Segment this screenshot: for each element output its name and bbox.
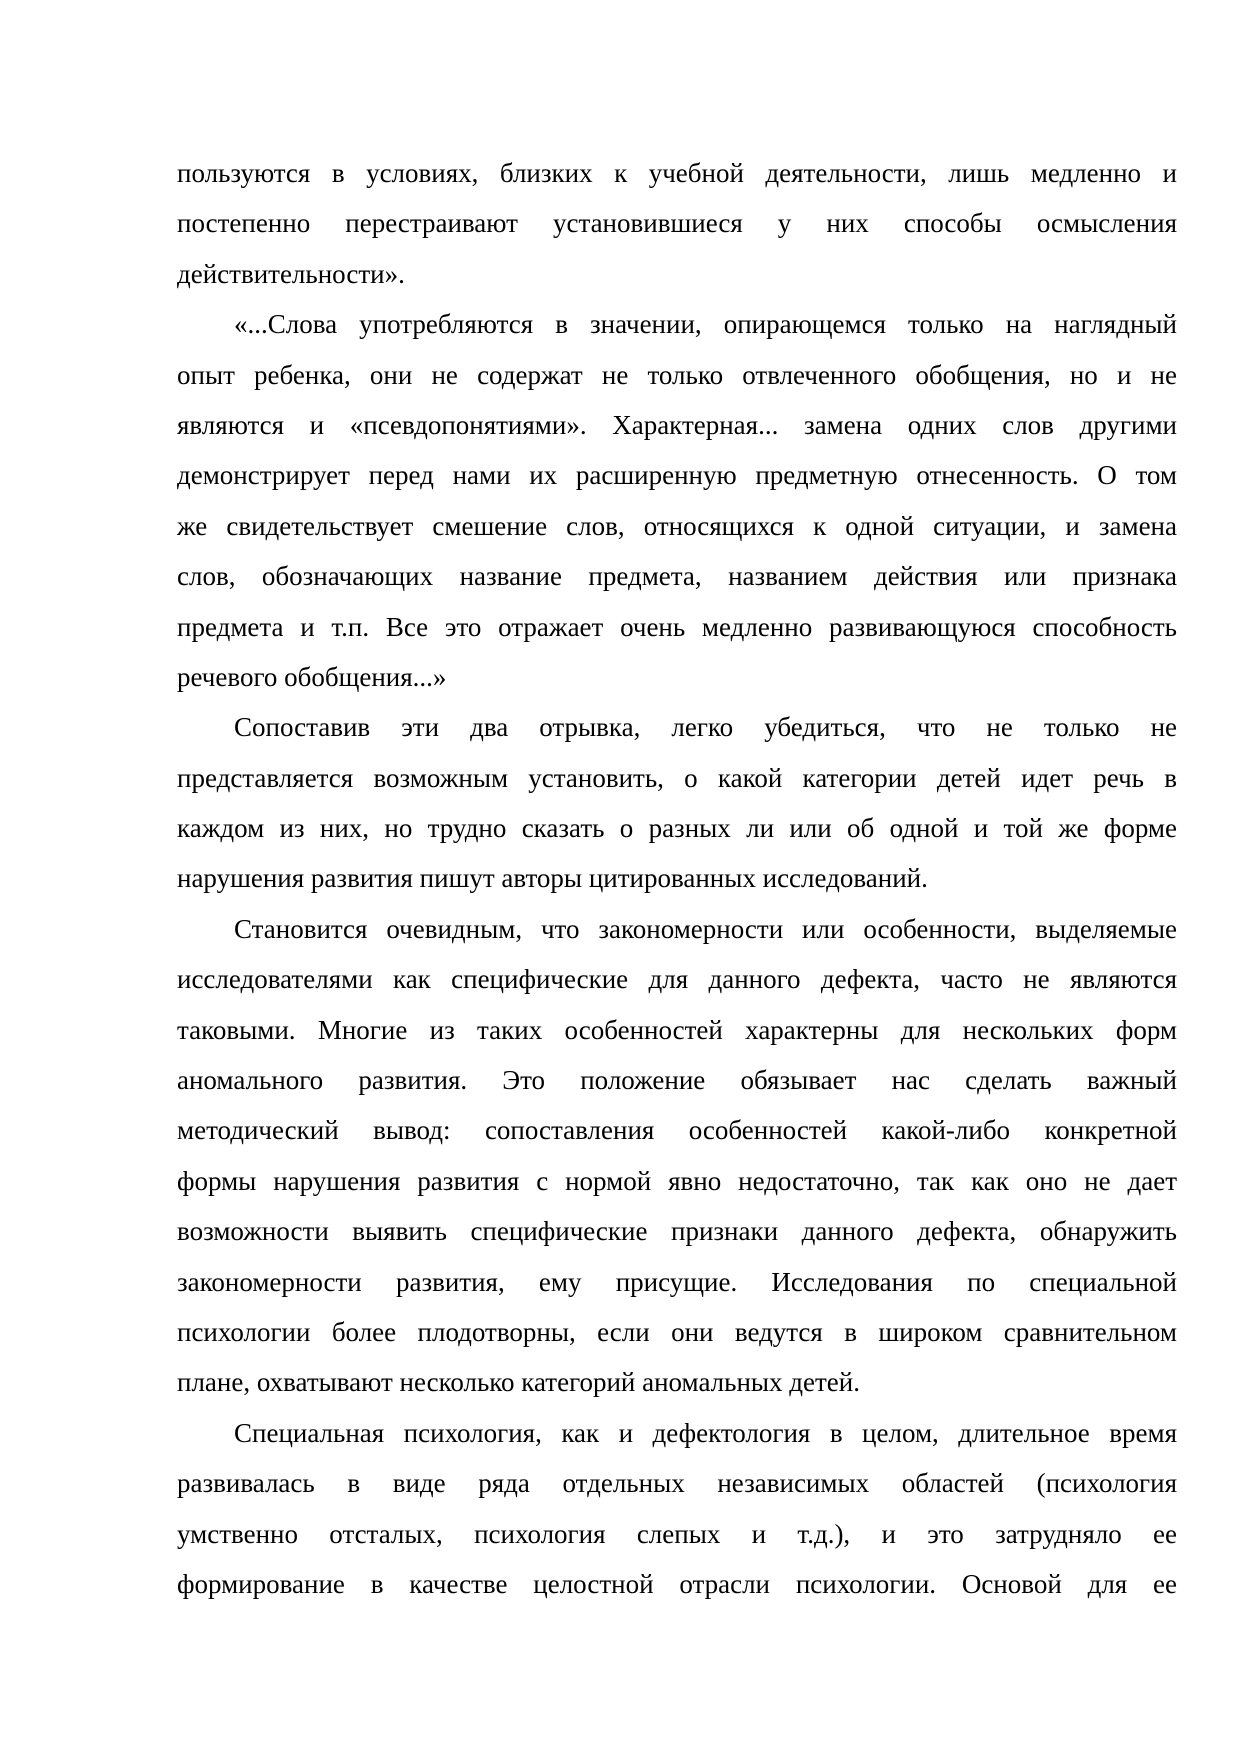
text-line: умственно отсталых, психология слепых и т.д.), и это затрудняло ее — [177, 1518, 1177, 1549]
text-line: Становится очевидным, что закономерности или особенности, выделяемые — [234, 913, 1177, 944]
text-line: развивалась в виде ряда отдельных независимых областей (психология — [177, 1468, 1177, 1499]
text-line: формирование в качестве целостной отрасли психологии. Основой для ее — [177, 1568, 1177, 1599]
text-line: нарушения развития пишут авторы цитированных исследований. — [177, 863, 928, 894]
text-line: формы нарушения развития с нормой явно недостаточно, так как оно не дает — [177, 1165, 1177, 1196]
text-line: пользуются в условиях, близких к учебной деятельности, лишь медленно и — [177, 158, 1177, 188]
paragraph-4 — [177, 904, 1177, 1408]
text-line: аномального развития. Это положение обязывает нас сделать важный — [177, 1065, 1177, 1096]
text-line: методический вывод: сопоставления особенностей какой-либо конкретной — [177, 1115, 1177, 1146]
text-line: таковыми. Многие из таких особенностей характерны для нескольких форм — [177, 1014, 1177, 1045]
text-line: опыт ребенка, они не содержат не только отвлеченного обобщения, но и не — [177, 359, 1177, 390]
text-line: речевого обобщения...» — [177, 661, 447, 692]
text-line: демонстрирует перед нами их расширенную предметную отнесенность. О том — [177, 460, 1177, 491]
text-line: же свидетельствует смешение слов, относящихся к одной ситуации, и замена — [177, 510, 1177, 541]
text-line: представляется возможным установить, о какой категории детей идет речь в — [177, 762, 1177, 793]
text-line: исследователями как специфические для данного дефекта, часто не являются — [177, 964, 1177, 995]
text-line: возможности выявить специфические признаки данного дефекта, обнаружить — [177, 1216, 1177, 1247]
body-text — [177, 148, 1177, 1609]
text-line: Сопоставив эти два отрывка, легко убедиться, что не только не — [234, 712, 1177, 743]
paragraph-5 — [177, 1408, 1177, 1610]
text-line: предмета и т.п. Все это отражает очень медленно развивающуюся способность — [177, 611, 1177, 642]
text-line: психологии более плодотворны, если они ведутся в широком сравнительном — [177, 1316, 1177, 1347]
text-line: являются и «псевдопонятиями». Характерная... замена одних слов другими — [177, 409, 1177, 440]
paragraph-1 — [177, 148, 1177, 299]
text-line: закономерности развития, ему присущие. Исследования по специальной — [177, 1266, 1177, 1297]
text-line: действительности». — [177, 258, 405, 289]
paragraph-3 — [177, 702, 1177, 904]
text-line: каждом из них, но трудно сказать о разных ли или об одной и той же форме — [177, 813, 1177, 844]
text-line: постепенно перестраивают установившиеся у них способы осмысления — [177, 208, 1177, 239]
paragraph-2 — [177, 299, 1177, 702]
text-line: «...Слова употребляются в значении, опирающемся только на наглядный — [234, 309, 1177, 340]
text-line: Специальная психология, как и дефектология в целом, длительное время — [234, 1417, 1177, 1448]
text-line: плане, охватывают несколько категорий аномальных детей. — [177, 1367, 860, 1398]
text-line: слов, обозначающих название предмета, названием действия или признака — [177, 561, 1177, 592]
